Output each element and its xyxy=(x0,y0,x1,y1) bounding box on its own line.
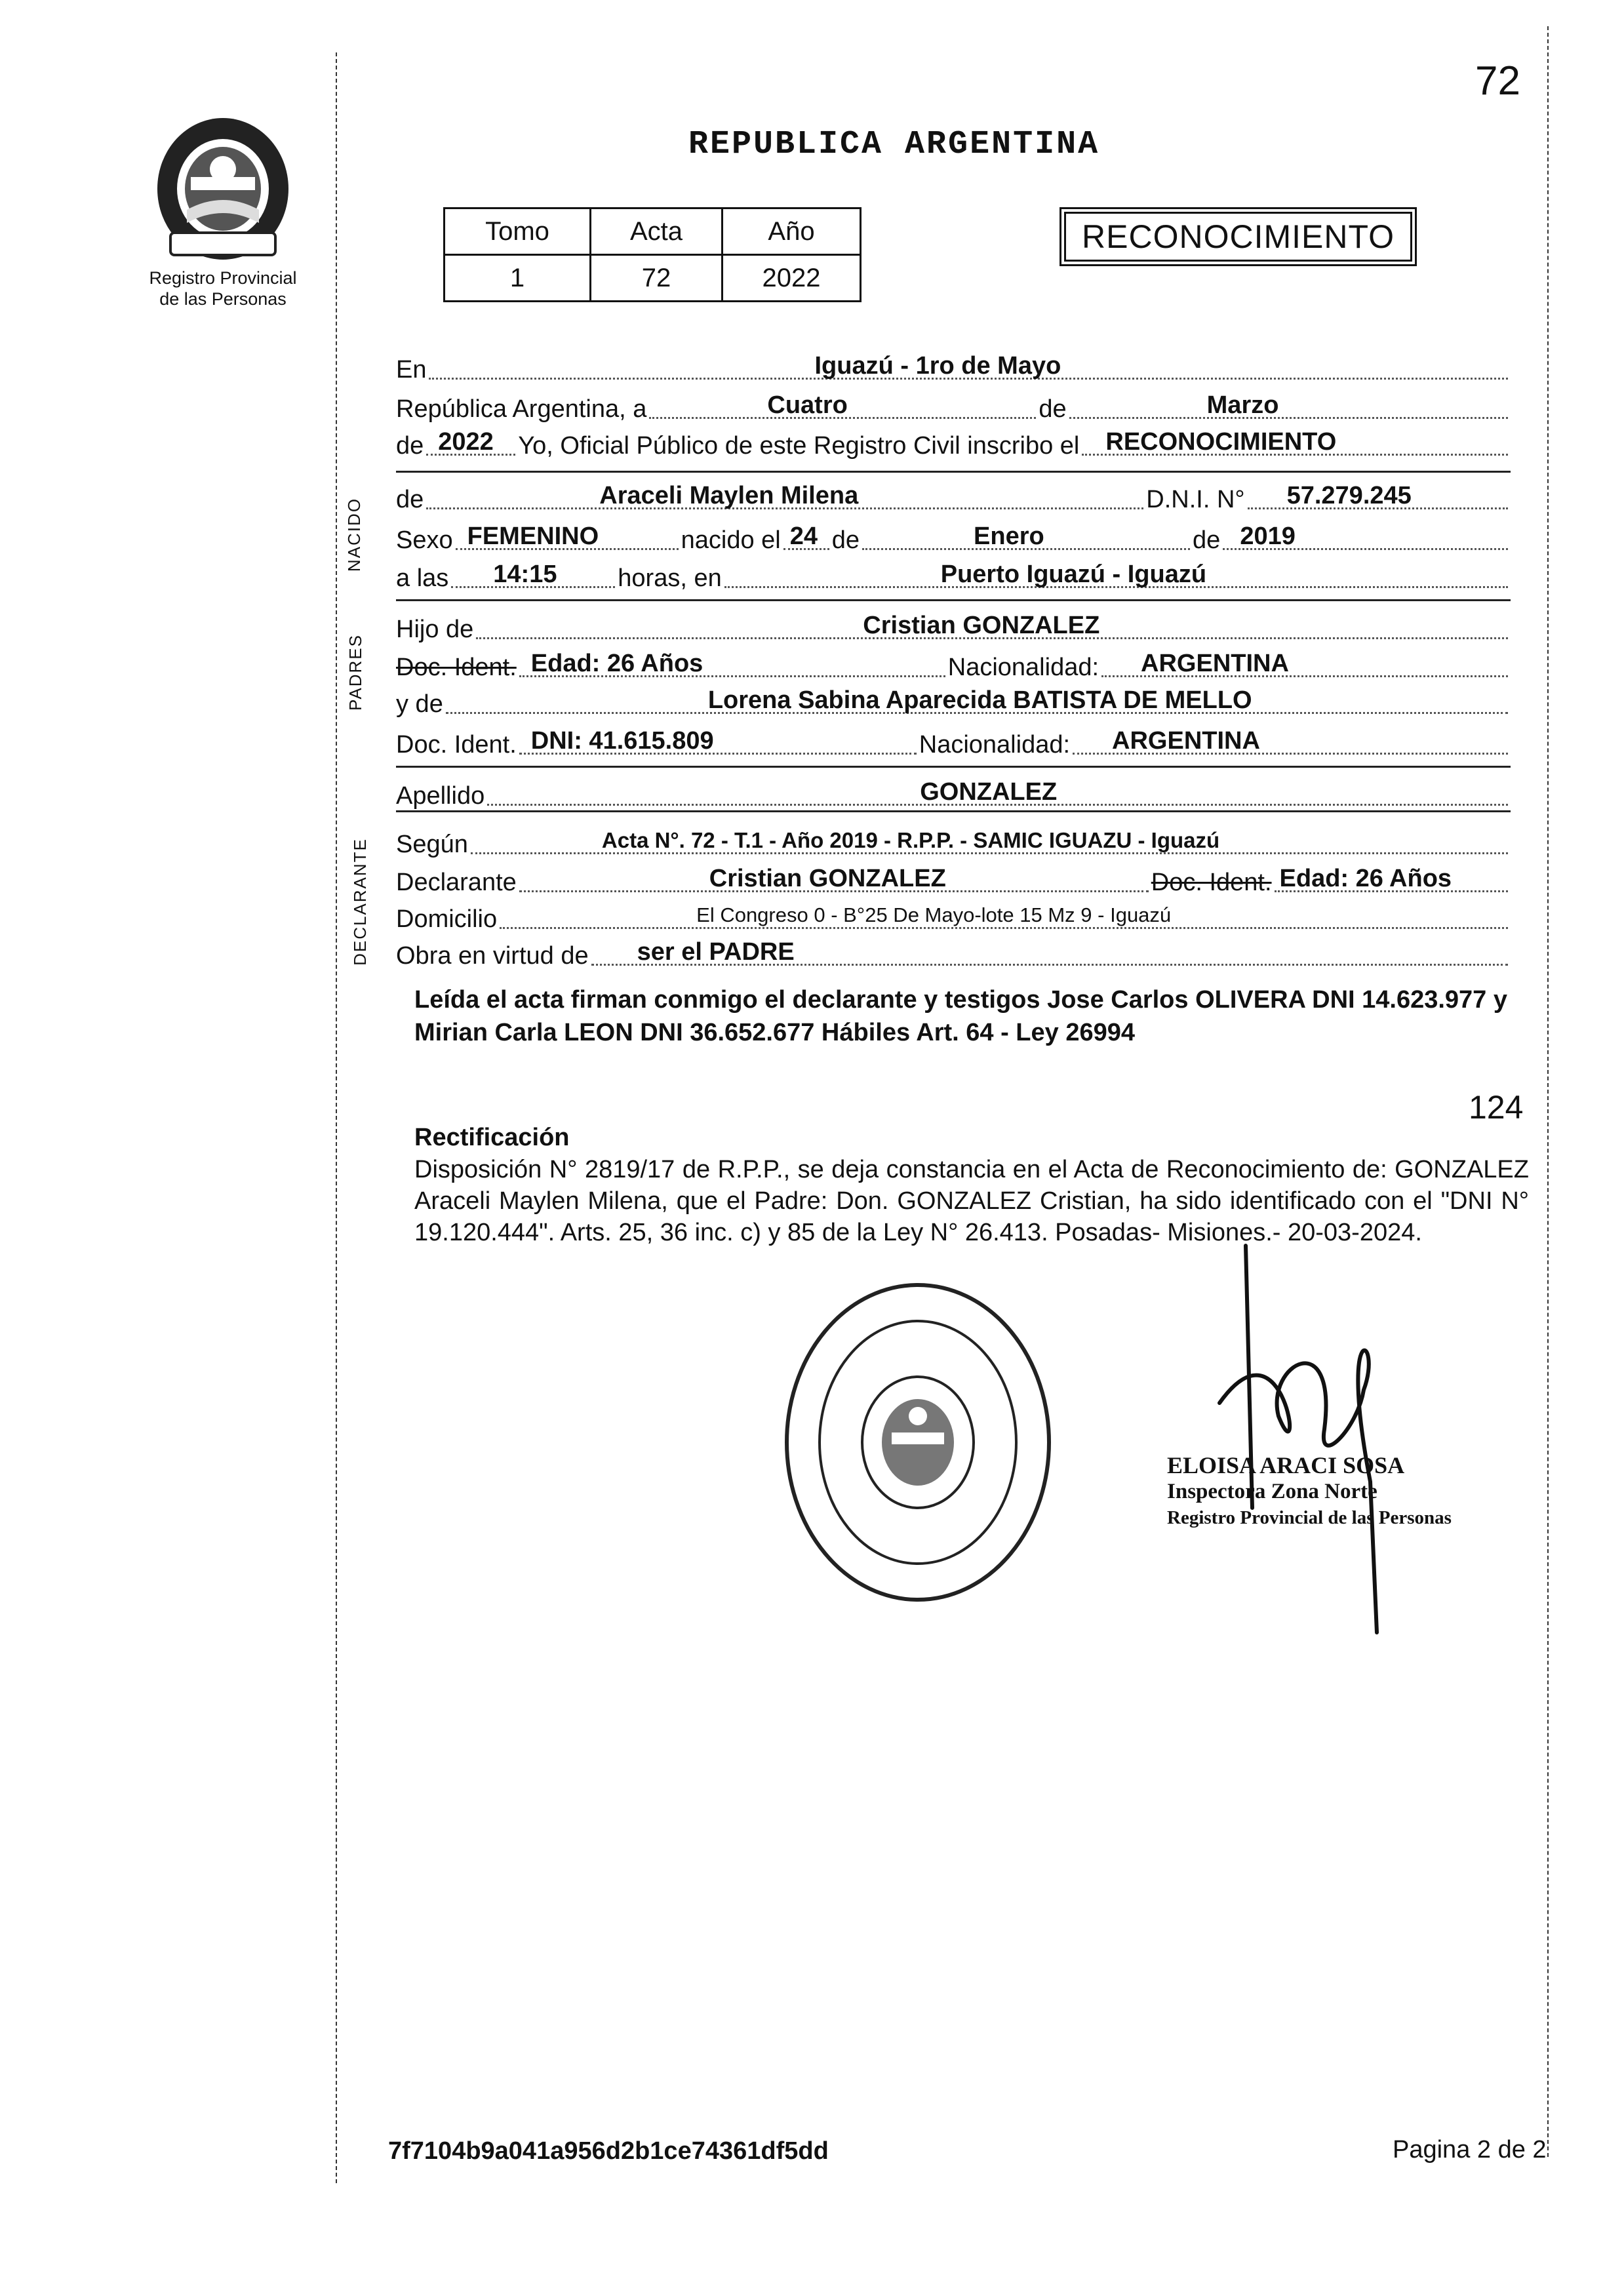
provincial-seal-icon xyxy=(148,111,298,262)
row-madre xyxy=(396,688,1511,720)
row-fecha xyxy=(396,393,1511,425)
table-value-tomo: 1 xyxy=(445,255,591,302)
row-nombre xyxy=(396,484,1511,515)
left-margin-line xyxy=(336,52,337,2183)
official-stamp xyxy=(780,1278,1056,1606)
value-en: Iguazú - 1ro de Mayo xyxy=(814,352,1061,380)
signer-name: ELOISA ARACI SOSA xyxy=(1167,1452,1405,1478)
table-header-anio: Año xyxy=(723,208,861,255)
table-value-acta: 72 xyxy=(591,255,723,302)
row-sexo xyxy=(396,524,1511,556)
act-type: RECONOCIMIENTO xyxy=(1064,212,1412,262)
row-en xyxy=(396,354,1511,385)
value-nac-anio: 2019 xyxy=(1240,523,1296,550)
table-header-acta: Acta xyxy=(591,208,723,255)
stamp-seal-icon xyxy=(780,1278,1056,1606)
value-nac-mes: Enero xyxy=(974,523,1044,550)
record-table xyxy=(443,207,862,302)
value-nombre: Araceli Maylen Milena xyxy=(599,482,859,509)
row-inscribo xyxy=(396,430,1511,462)
label-nacido: nacido el xyxy=(681,526,781,554)
row-segun xyxy=(396,829,1511,860)
label-republica: República Argentina, a xyxy=(396,395,647,423)
side-label-nacido: NACIDO xyxy=(344,497,365,572)
label-nacionalidad2: Nacionalidad: xyxy=(919,731,1071,759)
label-sexo: Sexo xyxy=(396,526,453,554)
page-number: 72 xyxy=(1475,58,1520,104)
label-yde: y de xyxy=(396,690,443,718)
label-horas-en: horas, en xyxy=(618,564,722,592)
value-nac-dia: 24 xyxy=(789,523,818,550)
row-obra xyxy=(396,940,1511,972)
label-de4: de xyxy=(831,526,860,554)
row-padre-doc xyxy=(396,652,1511,683)
signature-block xyxy=(1167,1452,1452,1531)
label-domicilio: Domicilio xyxy=(396,905,498,933)
row-hora xyxy=(396,563,1511,594)
value-declarante: Cristian GONZALEZ xyxy=(709,865,946,892)
row-apellido xyxy=(396,780,1511,812)
value-hora: 14:15 xyxy=(493,561,557,588)
label-doc-ident: Doc. Ident. xyxy=(396,731,517,759)
value-obra: ser el PADRE xyxy=(637,938,795,966)
right-margin-line xyxy=(1547,26,1549,2157)
signer-office: Registro Provincial de las Personas xyxy=(1167,1507,1452,1528)
value-dni: 57.279.245 xyxy=(1286,482,1412,509)
handwritten-signature xyxy=(1206,1233,1403,1639)
table-value-anio: 2022 xyxy=(723,255,861,302)
rectificacion-heading: Rectificación xyxy=(414,1124,570,1151)
value-padre-edad: Edad: 26 Años xyxy=(530,650,703,677)
value-apellido: GONZALEZ xyxy=(920,778,1058,806)
value-lugar: Puerto Iguazú - Iguazú xyxy=(940,561,1207,588)
label-segun: Según xyxy=(396,831,468,858)
value-mes: Marzo xyxy=(1206,391,1279,419)
side-label-declarante: DECLARANTE xyxy=(349,838,370,966)
label-nacionalidad: Nacionalidad: xyxy=(947,654,1099,681)
registry-name-line1: Registro Provincial xyxy=(149,268,297,288)
value-decl-edad: Edad: 26 Años xyxy=(1279,865,1452,892)
signature-icon xyxy=(1206,1233,1403,1639)
value-madre-dni: DNI: 41.615.809 xyxy=(530,727,714,755)
row-domicilio xyxy=(396,903,1511,935)
page-footer-number: Pagina 2 de 2 xyxy=(1393,2136,1547,2164)
registry-logo xyxy=(148,111,298,262)
value-dia: Cuatro xyxy=(767,391,848,419)
value-padre-nacionalidad: ARGENTINA xyxy=(1141,650,1289,677)
value-padre: Cristian GONZALEZ xyxy=(863,612,1100,639)
table-header-tomo: Tomo xyxy=(445,208,591,255)
value-sexo: FEMENINO xyxy=(467,523,599,550)
signer-title: Inspectora Zona Norte xyxy=(1167,1480,1377,1503)
value-domicilio: El Congreso 0 - B°25 De Mayo-lote 15 Mz 9 - Iguazú xyxy=(696,903,1172,926)
row-madre-doc xyxy=(396,729,1511,761)
row-padre xyxy=(396,614,1511,645)
label-apellido: Apellido xyxy=(396,782,485,810)
label-de2: de xyxy=(396,432,424,460)
label-declarante: Declarante xyxy=(396,869,517,896)
label-de: de xyxy=(1039,395,1067,423)
label-inscribo: Yo, Oficial Público de este Registro Civil inscribo el xyxy=(518,432,1080,460)
value-segun: Acta N°. 72 - T.1 - Año 2019 - R.P.P. - SAMIC IGUAZU - Iguazú xyxy=(601,828,1220,852)
label-de3: de xyxy=(396,486,424,513)
registry-name-line2: de las Personas xyxy=(159,289,287,309)
label-alas: a las xyxy=(396,564,449,592)
note-number: 124 xyxy=(1469,1089,1524,1126)
side-label-padres: PADRES xyxy=(346,634,365,711)
label-decl-doc-struck: Doc. Ident. xyxy=(1151,869,1272,896)
closing-text: Leída el acta firman conmigo el declarante y testigos Jose Carlos OLIVERA DNI 14.623.977 y Mirian Carla LEON DNI 36.652.677 Hábiles Art. 64 - Ley 26994 xyxy=(414,986,1508,1046)
label-en: En xyxy=(396,356,427,384)
value-anio: 2022 xyxy=(438,428,494,456)
act-type-box xyxy=(1060,207,1417,266)
row-declarante xyxy=(396,867,1511,898)
rectificacion-text: Disposición N° 2819/17 de R.P.P., se deja constancia en el Acta de Reconocimiento de: GONZALEZ Araceli Maylen Milena, que el Padre: Don. GONZALEZ Cristian, ha sido identificado con el "DNI N° 19.120.444". Arts. 25, 36 inc. c) y 85 de la Ley N° 26.413. Posadas- Misiones.- 20-03-2024. xyxy=(414,1156,1529,1246)
value-madre-nacionalidad: ARGENTINA xyxy=(1112,727,1260,755)
document-hash: 7f7104b9a041a956d2b1ce74361df5dd xyxy=(388,2137,829,2165)
label-hijo: Hijo de xyxy=(396,616,474,643)
label-doc-ident-struck: Doc. Ident. xyxy=(396,654,517,681)
label-obra: Obra en virtud de xyxy=(396,942,589,970)
label-de5: de xyxy=(1193,526,1221,554)
registry-name xyxy=(105,267,341,309)
document-title: REPUBLICA ARGENTINA xyxy=(688,126,1100,163)
label-dni: D.N.I. N° xyxy=(1146,486,1245,513)
value-inscribo: RECONOCIMIENTO xyxy=(1105,428,1337,456)
value-madre: Lorena Sabina Aparecida BATISTA DE MELLO xyxy=(707,686,1252,714)
